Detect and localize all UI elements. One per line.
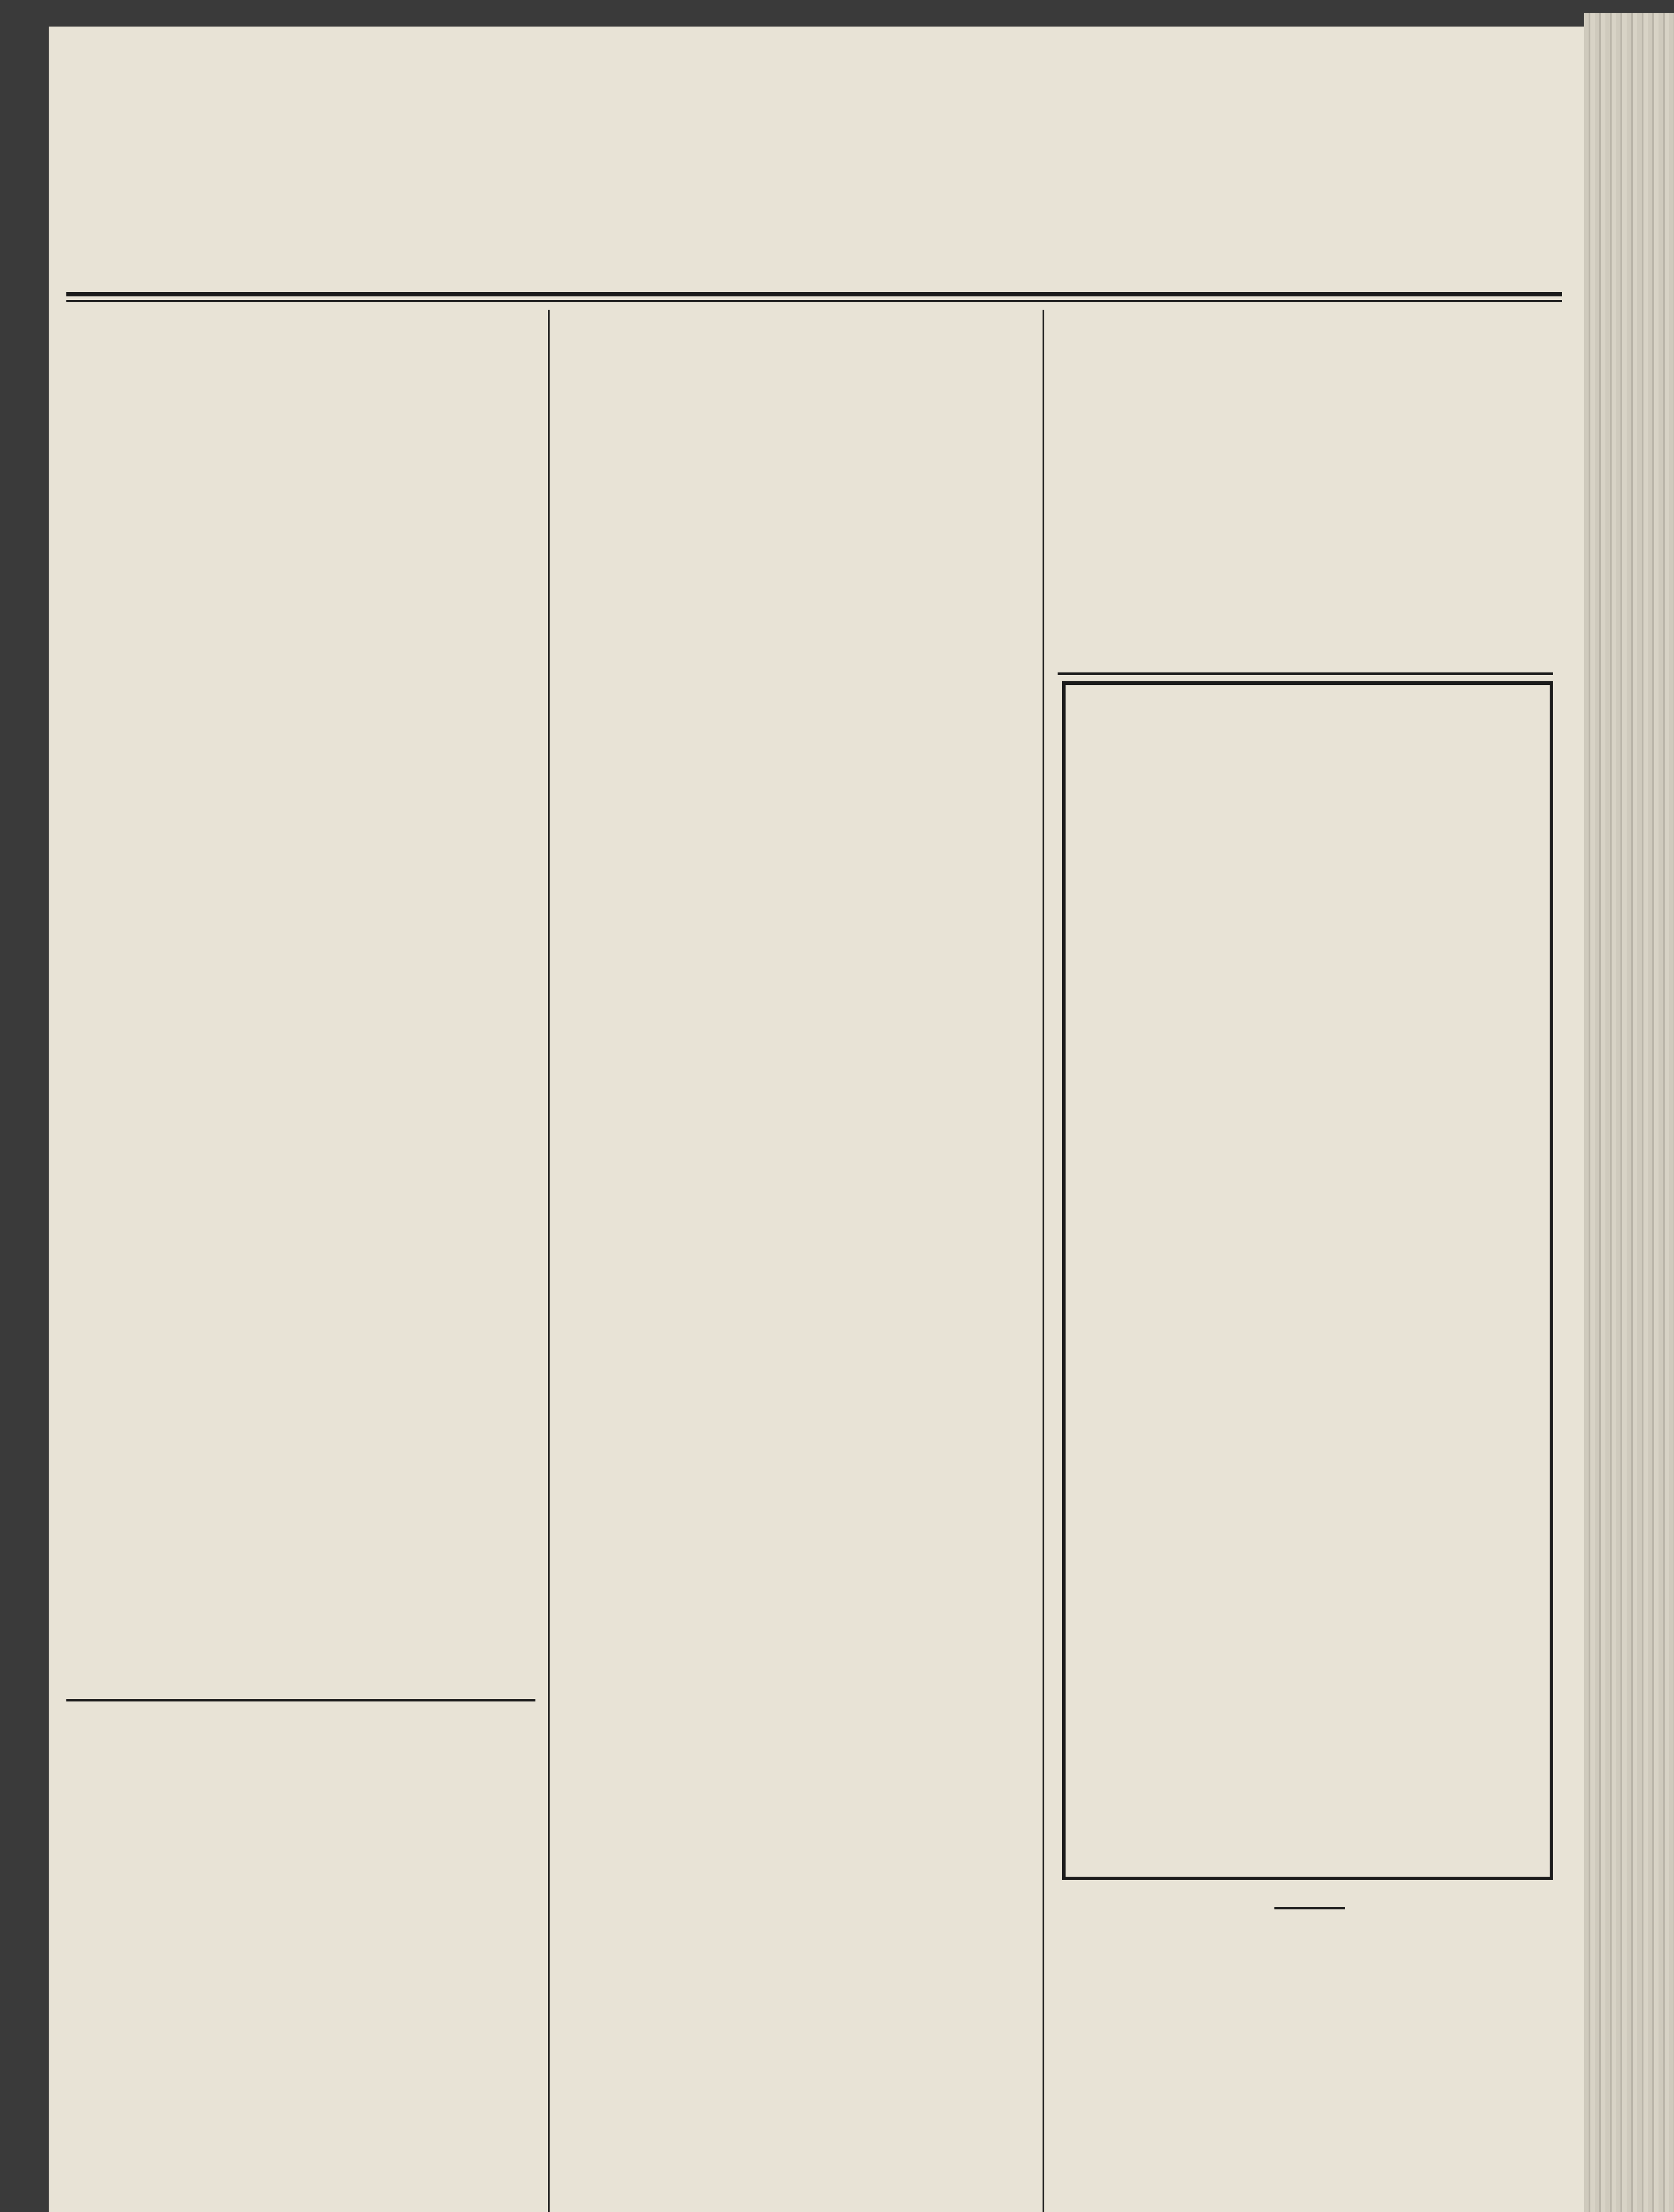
header-rule-top: [66, 292, 1562, 296]
page-title: [491, 150, 1142, 257]
column-rule-1: [548, 310, 550, 2212]
col3-divider: [1058, 672, 1553, 675]
col1-divider: [66, 1699, 535, 1701]
col1-heading-3: [66, 668, 535, 690]
bank-notice: [1079, 1747, 1539, 1870]
advert-end-rule: [1274, 1907, 1345, 1909]
col1-heading-1: [66, 319, 535, 349]
col1-heading-4: [66, 1186, 535, 1208]
bank-name: [1074, 1694, 1541, 1742]
header-rule-bottom: [66, 300, 1562, 302]
page-subtitle: [128, 248, 1553, 292]
story-author: [66, 1761, 535, 1783]
column-rule-2: [1043, 310, 1044, 2212]
chapter-ii: [562, 1907, 1031, 1929]
lottery-advert: [1062, 681, 1553, 1880]
lottery-heading: [1074, 694, 1541, 733]
lottery-amount: [1074, 738, 1541, 804]
col1-heading-2: [66, 354, 535, 376]
chapter-i: [66, 1796, 535, 1818]
col1-body: [66, 1827, 535, 2212]
col3-continuation: [1058, 319, 1553, 672]
page-edge: [1584, 13, 1674, 2212]
lottery-prize-list: [1079, 818, 1539, 1685]
story-title: [66, 1712, 535, 1756]
newspaper-page: [49, 27, 1584, 2212]
